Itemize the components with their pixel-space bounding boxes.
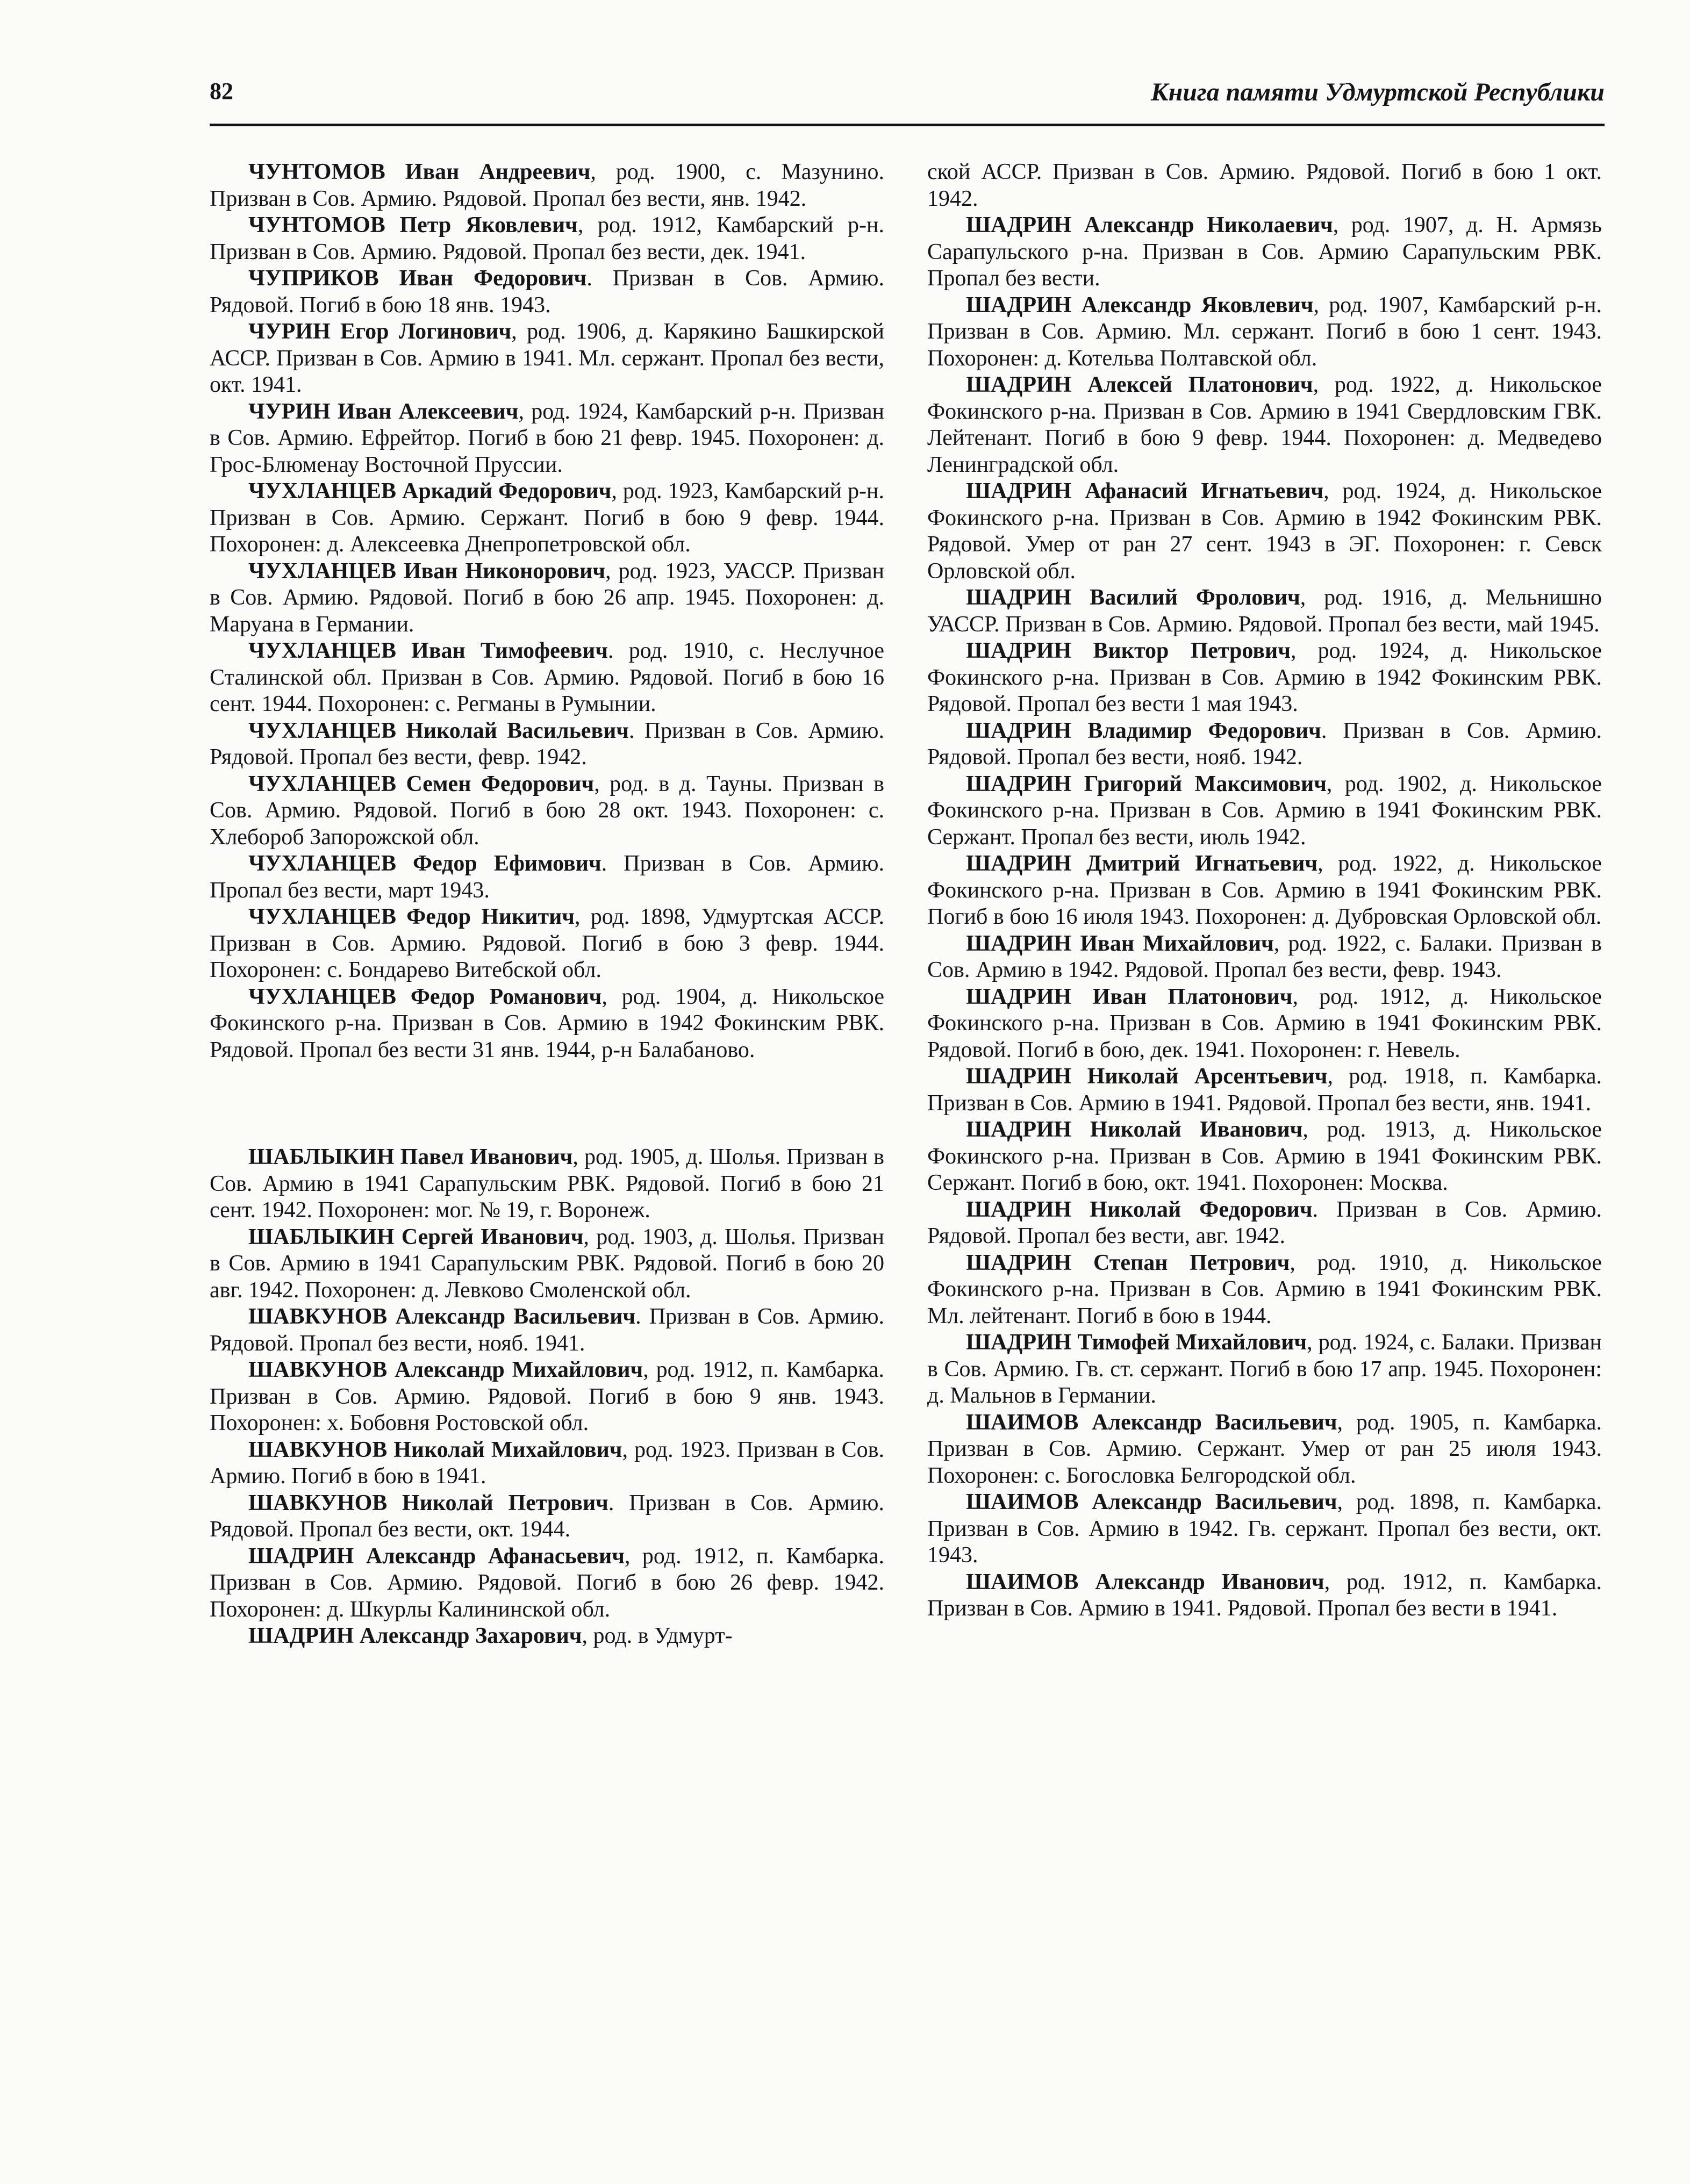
- entry-details: . Призван в Сов. Армию. Рядовой. Пропал без вести, нояб. 1941.: [210, 1304, 884, 1356]
- memorial-entry: [210, 1490, 884, 1543]
- entry-details: , род. 1898, Удмуртская АССР. Призван в Сов. Армию. Рядовой. Погиб в бою 3 февр. 1944. Похоронен: с. Бондарево Витебской обл.: [210, 904, 884, 982]
- memorial-entry: [210, 478, 884, 558]
- memorial-entry: [210, 319, 884, 399]
- entry-details: . Призван в Сов. Армию. Рядовой. Пропал без вести, нояб. 1942.: [927, 718, 1602, 770]
- memorial-entry: [927, 372, 1602, 478]
- memorial-entry: [210, 851, 884, 904]
- memorial-entry: [210, 159, 884, 212]
- memorial-entry: [210, 1357, 884, 1437]
- entry-name: ЧУХЛАНЦЕВ Федор Никитич: [248, 904, 575, 929]
- entry-name: ШАВКУНОВ Александр Васильевич: [248, 1304, 636, 1329]
- memorial-entry: [210, 638, 884, 718]
- entry-name: ЧУХЛАНЦЕВ Аркадий Федорович: [248, 479, 612, 504]
- memorial-entry: [927, 478, 1602, 585]
- entry-details: , род. 1924, д. Никольское Фокинского р-на. Призван в Сов. Армию в 1942 Фокинским РВК. Рядовой. Умер от ран 27 сент. 1943 в ЭГ. Похоронен: г. Севск Орловской обл.: [927, 479, 1602, 584]
- entry-name: ШАИМОВ Александр Васильевич: [966, 1410, 1337, 1435]
- entry-details: . Призван в Сов. Армию. Пропал без вести, март 1943.: [210, 851, 884, 903]
- running-title: Книга памяти Удмуртской Республики: [1151, 78, 1605, 106]
- entry-name: ЧУХЛАНЦЕВ Федор Ефимович: [248, 851, 601, 876]
- entry-name: ШАДРИН Иван Платонович: [966, 984, 1293, 1009]
- entry-name: ШАДРИН Александр Афанасьевич: [248, 1543, 625, 1569]
- memorial-entry: [210, 212, 884, 265]
- entry-details: . Призван в Сов. Армию. Рядовой. Пропал без вести, авг. 1942.: [927, 1197, 1602, 1248]
- entry-name: ШАВКУНОВ Николай Петрович: [248, 1490, 608, 1515]
- entry-details: , род. 1923, УАССР. Призван в Сов. Армию. Рядовой. Погиб в бою 26 апр. 1945. Похоронен: д. Маруана в Германии.: [210, 558, 884, 637]
- entry-name: ШАБЛЫКИН Сергей Иванович: [248, 1224, 584, 1249]
- entry-name: ЧУРИН Иван Алексеевич: [248, 399, 519, 424]
- entry-name: ШАБЛЫКИН Павел Иванович: [248, 1145, 573, 1169]
- memorial-entry: [210, 984, 884, 1064]
- entry-details: , род. 1912, Камбарский р-н. Призван в Сов. Армию. Рядовой. Пропал без вести, дек. 1941.: [210, 213, 884, 264]
- entry-name: ШАДРИН Александр Захарович: [248, 1623, 582, 1648]
- entry-name: ШАДРИН Александр Николаевич: [966, 213, 1333, 238]
- entry-name: ШАДРИН Алексей Платонович: [966, 372, 1313, 397]
- entry-details: , род. в д. Тауны. Призван в Сов. Армию. Рядовой. Погиб в бою 28 окт. 1943. Похоронен: с. Хлебороб Запорожской обл.: [210, 771, 884, 850]
- entry-name: ШАДРИН Николай Арсентьевич: [966, 1064, 1328, 1089]
- memorial-entry: [927, 638, 1602, 718]
- entry-name: ЧУХЛАНЦЕВ Николай Васильевич: [248, 718, 629, 743]
- left-column-section-sh: [210, 1144, 884, 1650]
- entry-details: , род. 1923. Призван в Сов. Армию. Погиб в бою в 1941.: [210, 1437, 884, 1489]
- entry-details: , род. 1910, д. Никольское Фокинского р-на. Призван в Сов. Армию в 1941 Фокинским РВК. Мл. лейтенант. Погиб в бою в 1944.: [927, 1250, 1602, 1328]
- entry-details: , род. 1924, с. Балаки. Призван в Сов. Армию. Гв. ст. сержант. Погиб в бою 17 апр. 1945. Похоронен: д. Мальнов в Германии.: [927, 1330, 1602, 1408]
- entry-details: , род. 1912, п. Камбарка. Призван в Сов. Армию. Рядовой. Погиб в бою 9 янв. 1943. Похоронен: х. Бобовня Ростовской обл.: [210, 1357, 884, 1435]
- right-column: [927, 159, 1602, 1622]
- entry-details: , род. 1907, д. Н. Армязь Сарапульского р-на. Призван в Сов. Армию Сарапульским РВК. Пропал без вести.: [927, 213, 1602, 291]
- memorial-entry: [927, 1250, 1602, 1330]
- entry-details: , род. 1918, п. Камбарка. Призван в Сов. Армию в 1941. Рядовой. Пропал без вести, янв. 1941.: [927, 1064, 1602, 1116]
- entry-name: ШАВКУНОВ Николай Михайлович: [248, 1437, 622, 1462]
- entry-name: ШАДРИН Иван Михайлович: [966, 931, 1274, 956]
- entry-details: , род. 1922, д. Никольское Фокинского р-на. Призван в Сов. Армию в 1941 Фокинским РВК. Погиб в бою 16 июля 1943. Похоронен: д. Дубровская Орловской обл.: [927, 851, 1602, 929]
- entry-details: . Призван в Сов. Армию. Рядовой. Пропал без вести, февр. 1942.: [210, 718, 884, 770]
- entry-name: ЧУНТОМОВ Иван Андреевич: [248, 160, 591, 184]
- entry-details: , род. 1898, п. Камбарка. Призван в Сов. Армию в 1942. Гв. сержант. Пропал без вести, окт. 1943.: [927, 1490, 1602, 1568]
- memorial-entry: [210, 1304, 884, 1357]
- entry-details: , род. 1924, Камбарский р-н. Призван в Сов. Армию. Ефрейтор. Погиб в бою 21 февр. 1945. Похоронен: д. Грос-Блюменау Восточной Пруссии.: [210, 399, 885, 477]
- entry-name: ЧУХЛАНЦЕВ Иван Тимофеевич: [248, 638, 608, 663]
- entry-name: ЧУХЛАНЦЕВ Семен Федорович: [248, 771, 595, 796]
- memorial-entry: [927, 718, 1602, 771]
- memorial-entry: [210, 1224, 884, 1304]
- entry-details: , род. 1924, д. Никольское Фокинского р-на. Призван в Сов. Армию в 1942 Фокинским РВК. Рядовой. Пропал без вести 1 мая 1943.: [927, 638, 1602, 716]
- entry-details: , род. 1912, п. Камбарка. Призван в Сов. Армию. Рядовой. Погиб в бою 26 февр. 1942. Похоронен: д. Шкурлы Калининской обл.: [210, 1543, 884, 1622]
- memorial-entry: [210, 1437, 884, 1490]
- page-header: [210, 74, 1605, 126]
- entry-name: ШАДРИН Владимир Федорович: [966, 718, 1321, 743]
- memorial-entry: [210, 558, 884, 638]
- entry-name: ШАДРИН Григорий Максимович: [966, 771, 1327, 796]
- entry-details: , род. 1913, д. Никольское Фокинского р-на. Призван в Сов. Армию в 1941 Фокинским РВК. Сержант. Погиб в бою, окт. 1941. Похоронен: Москва.: [927, 1117, 1602, 1195]
- right-column-entries: [927, 212, 1602, 1622]
- entry-name: ШАДРИН Николай Федорович: [966, 1197, 1313, 1222]
- page-number: 82: [210, 78, 233, 104]
- memorial-entry: [927, 212, 1602, 292]
- memorial-entry: [927, 292, 1602, 372]
- section-gap: [210, 1064, 884, 1144]
- entry-name: ШАДРИН Афанасий Игнатьевич: [966, 479, 1324, 504]
- entry-details: , род. в Удмурт-: [582, 1623, 733, 1648]
- entry-name: ШАДРИН Николай Иванович: [966, 1117, 1303, 1142]
- memorial-entry: [927, 1117, 1602, 1197]
- left-column-section-ch: [210, 159, 884, 1064]
- entry-name: ЧУРИН Егор Логинович: [248, 319, 512, 344]
- memorial-entry: [927, 1489, 1602, 1569]
- entry-details: , род. 1902, д. Никольское Фокинского р-на. Призван в Сов. Армию в 1941 Фокинским РВК. Сержант. Пропал без вести, июль 1942.: [927, 771, 1602, 850]
- entry-details: , род. 1907, Камбарский р-н. Призван в Сов. Армию. Мл. сержант. Погиб в бою 1 сент. 1943. Похоронен: д. Котельва Полтавской обл.: [927, 292, 1602, 371]
- entry-name: ШАДРИН Дмитрий Игнатьевич: [966, 851, 1318, 876]
- memorial-entry: [210, 1623, 884, 1650]
- entry-name: ШАВКУНОВ Александр Михайлович: [248, 1357, 643, 1382]
- entry-details: , род. 1922, с. Балаки. Призван в Сов. Армию в 1942. Рядовой. Пропал без вести, февр. 1943.: [927, 931, 1602, 982]
- memorial-entry: [210, 1144, 884, 1224]
- memorial-entry: [210, 771, 884, 851]
- entry-details: , род. 1905, д. Шолья. Призван в Сов. Армию в 1941 Сарапульским РВК. Рядовой. Погиб в бою 21 сент. 1942. Похоронен: мог. № 19, г. Воронеж.: [210, 1145, 884, 1223]
- memorial-entry: [927, 1064, 1602, 1117]
- entry-name: ШАДРИН Виктор Петрович: [966, 638, 1291, 663]
- memorial-entry: [210, 265, 884, 319]
- entry-details: , род. 1916, д. Мельнишно УАССР. Призван в Сов. Армию. Рядовой. Пропал без вести, май 1945.: [927, 585, 1602, 637]
- memorial-entry: [927, 1330, 1602, 1410]
- entry-details: , род. 1912, д. Никольское Фокинского р-на. Призван в Сов. Армию в 1941 Фокинским РВК. Рядовой. Погиб в бою, дек. 1941. Похоронен: г. Невель.: [927, 984, 1602, 1062]
- entry-name: ЧУХЛАНЦЕВ Иван Никонорович: [248, 558, 606, 584]
- left-column: [210, 159, 884, 1650]
- entry-name: ШАИМОВ Александр Васильевич: [966, 1490, 1337, 1514]
- entry-name: ЧУПРИКОВ Иван Федорович: [248, 266, 587, 291]
- memorial-entry: [927, 1569, 1602, 1622]
- entry-details: , род. 1900, с. Мазунино. Призван в Сов. Армию. Рядовой. Пропал без вести, янв. 1942.: [210, 160, 884, 211]
- memorial-entry: [927, 771, 1602, 851]
- entry-name: ШАДРИН Василий Фролович: [966, 585, 1300, 610]
- memorial-entry: [927, 1197, 1602, 1250]
- memorial-entry: [210, 399, 884, 479]
- memorial-entry: [210, 1543, 884, 1623]
- entry-details: , род. 1905, п. Камбарка. Призван в Сов. Армию. Сержант. Умер от ран 25 июля 1943. Похоронен: с. Богословка Белгородской обл.: [927, 1410, 1602, 1488]
- entry-name: ЧУНТОМОВ Петр Яковлевич: [248, 213, 578, 238]
- entry-details: , род. 1904, д. Никольское Фокинского р-на. Призван в Сов. Армию в 1942 Фокинским РВК. Рядовой. Пропал без вести 31 янв. 1944, р-н Балабаново.: [210, 984, 884, 1062]
- entry-details: , род. 1922, д. Никольское Фокинского р-на. Призван в Сов. Армию в 1941 Свердловским ГВК. Лейтенант. Погиб в бою 9 февр. 1944. Похоронен: д. Медведево Ленинградской обл.: [927, 372, 1602, 477]
- entry-details: , род. 1923, Камбарский р-н. Призван в Сов. Армию. Сержант. Погиб в бою 9 февр. 1944. Похоронен: д. Алексеевка Днепропетровской обл.: [210, 479, 885, 557]
- entry-details: , род. 1903, д. Шолья. Призван в Сов. Армию в 1941 Сарапульским РВК. Рядовой. Погиб в бою 20 авг. 1942. Похоронен: д. Левково Смоленской обл.: [210, 1224, 884, 1303]
- memorial-entry: [927, 585, 1602, 638]
- memorial-entry: [210, 904, 884, 984]
- memorial-entry: [927, 984, 1602, 1064]
- continuation-text: ской АССР. Призван в Сов. Армию. Рядовой. Погиб в бою 1 окт. 1942.: [927, 160, 1602, 211]
- entry-name: ШАИМОВ Александр Иванович: [966, 1569, 1324, 1594]
- entry-name: ШАДРИН Тимофей Михайлович: [966, 1330, 1307, 1355]
- memorial-entry: [927, 931, 1602, 984]
- entry-details: , род. 1906, д. Карякино Башкирской АССР. Призван в Сов. Армию в 1941. Мл. сержант. Пропал без вести, окт. 1941.: [210, 319, 885, 397]
- entry-details: , род. 1912, п. Камбарка. Призван в Сов. Армию в 1941. Рядовой. Пропал без вести в 1941.: [927, 1569, 1602, 1621]
- entry-name: ШАДРИН Степан Петрович: [966, 1250, 1290, 1275]
- memorial-entry: [927, 1410, 1602, 1490]
- memorial-entry: [927, 851, 1602, 931]
- memorial-entry: [210, 718, 884, 771]
- entry-name: ЧУХЛАНЦЕВ Федор Романович: [248, 984, 602, 1009]
- entry-name: ШАДРИН Александр Яковлевич: [966, 292, 1314, 318]
- entry-details: . Призван в Сов. Армию. Рядовой. Пропал без вести, окт. 1944.: [210, 1490, 884, 1542]
- entry-details: . род. 1910, с. Неслучное Сталинской обл. Призван в Сов. Армию. Рядовой. Погиб в бою 16 сент. 1944. Похоронен: с. Регманы в Румынии.: [210, 638, 884, 716]
- entry-details: . Призван в Сов. Армию. Рядовой. Погиб в бою 18 янв. 1943.: [210, 266, 884, 318]
